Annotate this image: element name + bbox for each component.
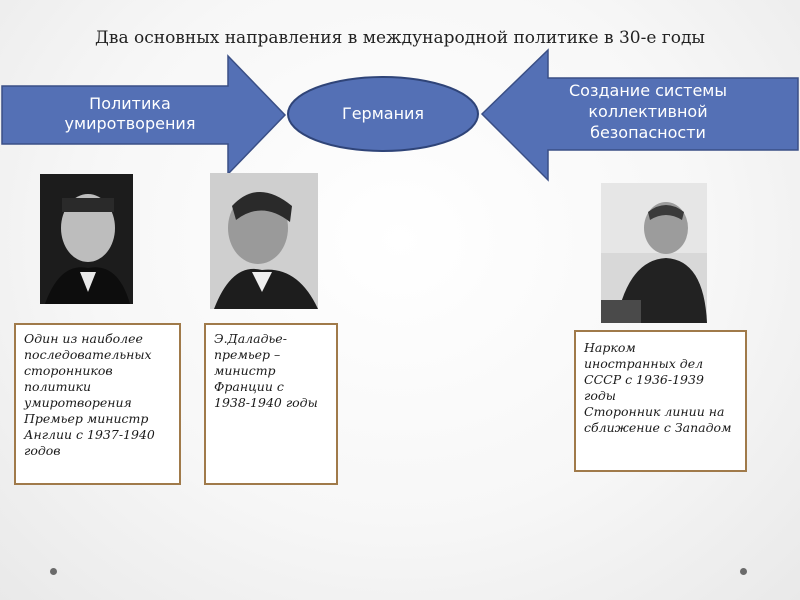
caption-1-line-7: Англии с 1937-1940	[24, 427, 155, 442]
caption-1-line-4: политики	[24, 379, 92, 394]
caption-1-line-2: последовательных	[24, 347, 152, 362]
caption-1-line-8: годов	[24, 443, 61, 458]
caption-box-3	[574, 330, 747, 472]
right-arrow-line-1: Создание системы	[569, 81, 727, 100]
left-arrow-label	[30, 94, 230, 134]
caption-2-line-1: Э.Даладье-	[214, 331, 287, 346]
caption-box-1	[14, 323, 181, 485]
portrait-photo-2	[210, 173, 318, 309]
caption-2-line-5: 1938-1940 годы	[214, 395, 318, 410]
caption-2-line-3: министр	[214, 363, 276, 378]
right-arrow-label	[548, 80, 748, 143]
page-title: Два основных направления в международной политике в 30-е годы	[95, 28, 705, 48]
caption-3-line-2: иностранных дел	[584, 356, 704, 371]
caption-3-line-5: Сторонник линии на	[584, 404, 725, 419]
caption-box-2	[204, 323, 338, 485]
caption-2-line-4: Франции с	[214, 379, 284, 394]
caption-1-line-6: Премьер министр	[24, 411, 149, 426]
slide-dot-right	[740, 568, 747, 575]
center-node-label: Германия	[341, 104, 425, 123]
caption-3-line-4: годы	[584, 388, 616, 403]
caption-3-line-3: СССР с 1936-1939	[584, 372, 704, 387]
slide-dot-left	[50, 568, 57, 575]
caption-1-line-5: умиротворения	[24, 395, 132, 410]
left-arrow-line-1: Политика	[89, 94, 171, 113]
caption-1-line-3: сторонников	[24, 363, 113, 378]
right-arrow-line-2: коллективной	[588, 102, 708, 121]
right-arrow-line-3: безопасности	[590, 123, 706, 142]
caption-3-line-1: Нарком	[584, 340, 636, 355]
portrait-photo-1	[40, 174, 133, 304]
caption-2-line-2: премьер –	[214, 347, 281, 362]
portrait-photo-3	[601, 183, 707, 323]
left-arrow-line-2: умиротворения	[64, 114, 196, 133]
caption-3-line-6: сближение с Западом	[584, 420, 732, 435]
caption-1-line-1: Один из наиболее	[24, 331, 143, 346]
